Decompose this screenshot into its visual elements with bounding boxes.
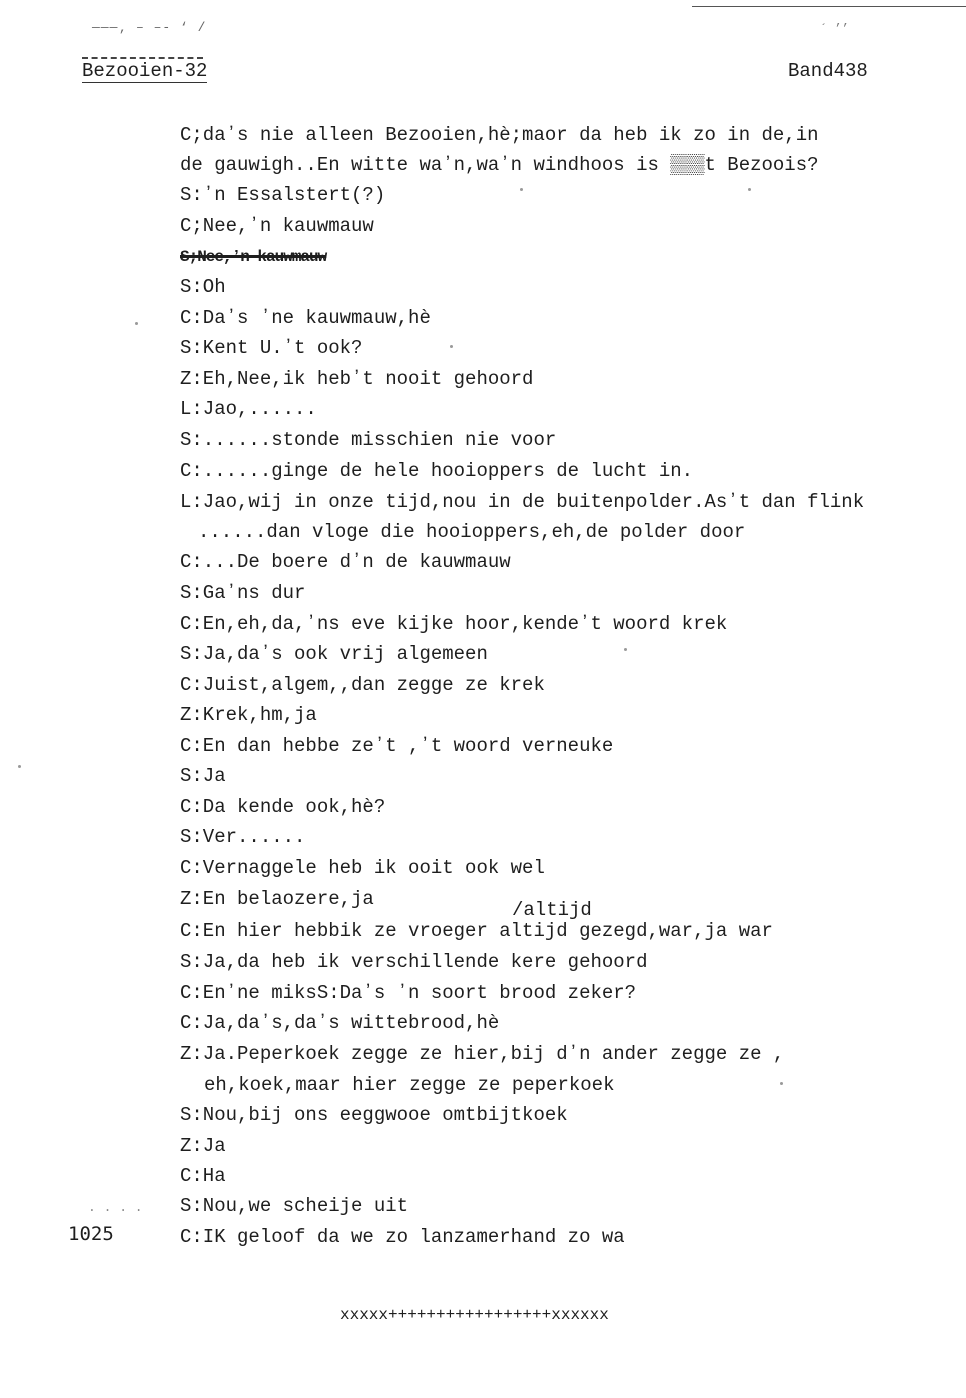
- transcript-line: C;Nee,ʼn kauwmauw: [180, 215, 374, 237]
- insertion-note: /altijd: [512, 899, 592, 921]
- transcript-line: S:Nou,we scheije uit: [180, 1195, 409, 1217]
- transcript-line: S:Ver......: [180, 826, 306, 848]
- paper-speck: [748, 188, 751, 191]
- transcript-line: Z:Ja: [180, 1135, 226, 1157]
- tape-number: Band438: [788, 60, 868, 82]
- transcript-line: C:En dan hebbe zeʼt ,ʼt woord verneuke: [180, 735, 614, 757]
- paper-speck: [624, 648, 627, 651]
- transcript-line: Z:En belaozere,ja: [180, 888, 374, 910]
- top-rule: [692, 6, 966, 7]
- transcript-line: de gauwigh..En witte waʼn,waʼn windhoos is ▒▒▒t Bezoois?: [180, 154, 819, 176]
- footer-separator: xxxxx+++++++++++++++++xxxxxx: [340, 1306, 609, 1324]
- corner-marks: ´ ’’: [820, 22, 849, 36]
- transcript-line: S:Kent U.ʼt ook?: [180, 337, 363, 359]
- transcript-line: C:Daʼs ʼne kauwmauw,hè: [180, 307, 431, 329]
- transcript-line: C:......ginge de hele hooioppers de lucht in.: [180, 460, 694, 482]
- paper-speck: [18, 765, 21, 768]
- transcript-line: S:Ja: [180, 765, 226, 787]
- transcript-line: S:Gaʼns dur: [180, 582, 306, 604]
- paper-speck: [780, 1082, 783, 1085]
- header-scribble: ———‚ – –- ‘ /: [92, 20, 207, 35]
- transcript-line: C:...De boere dʼn de kauwmauw: [180, 551, 511, 573]
- transcript-line: Z:Ja.Peperkoek zegge ze hier,bij dʼn ander zegge ze ,: [180, 1043, 785, 1065]
- transcript-line: L:Jao,......: [180, 398, 317, 420]
- transcript-line: S:Oh: [180, 276, 226, 298]
- transcript-line: C:Da kende ook,hè?: [180, 796, 386, 818]
- transcript-line: C:IK geloof da we zo lanzamerhand zo wa: [180, 1226, 625, 1248]
- document-id: Bezooien-32: [82, 60, 208, 82]
- margin-dots: . . . .: [88, 1200, 143, 1215]
- paper-speck: [135, 322, 138, 325]
- transcript-line: Z:Krek,hm,ja: [180, 704, 317, 726]
- transcript-line: S:Nou,bij ons eeggwooe omtbijtkoek: [180, 1104, 568, 1126]
- transcript-line: C:Vernaggele heb ik ooit ook wel: [180, 857, 545, 879]
- transcript-line: L:Jao,wij in onze tijd,nou in de buitenpolder.Asʼt dan flink: [180, 491, 865, 513]
- transcript-line: eh,koek,maar hier zegge ze peperkoek: [204, 1074, 615, 1096]
- transcript-line: C:Ha: [180, 1165, 226, 1187]
- transcript-line: S:Ja,da heb ik verschillende kere gehoord: [180, 951, 648, 973]
- transcript-line: C:Enʼne miksS:Daʼs ʼn soort brood zeker?: [180, 982, 637, 1004]
- paper-speck: [520, 188, 523, 191]
- transcript-line: C:En hier hebbik ze vroeger altijd gezegd,war,ja war: [180, 920, 773, 942]
- transcript-line: C;daʼs nie alleen Bezooien,hè;maor da heb ik zo in de,in: [180, 124, 819, 146]
- transcript-line: ......dan vloge die hooioppers,eh,de polder door: [198, 521, 746, 543]
- margin-line-number: 1025: [68, 1223, 114, 1245]
- transcript-line: C:Juist,algem,,dan zegge ze krek: [180, 674, 545, 696]
- transcript-line: S:ʼn Essalstert(?): [180, 184, 386, 206]
- paper-speck: [450, 345, 453, 348]
- transcript-line: C:En,eh,da,ʼns eve kijke hoor,kendeʼt woord krek: [180, 613, 728, 635]
- transcript-line: Z:Eh,Nee,ik hebʼt nooit gehoord: [180, 368, 534, 390]
- transcript-line: S:Ja,daʼs ook vrij algemeen: [180, 643, 488, 665]
- transcript-line: C:Ja,daʼs,daʼs wittebrood,hè: [180, 1012, 500, 1034]
- transcript-line: S:......stonde misschien nie voor: [180, 429, 557, 451]
- struck-out-line: S;Nee,ʼn kauwmauw: [180, 248, 327, 266]
